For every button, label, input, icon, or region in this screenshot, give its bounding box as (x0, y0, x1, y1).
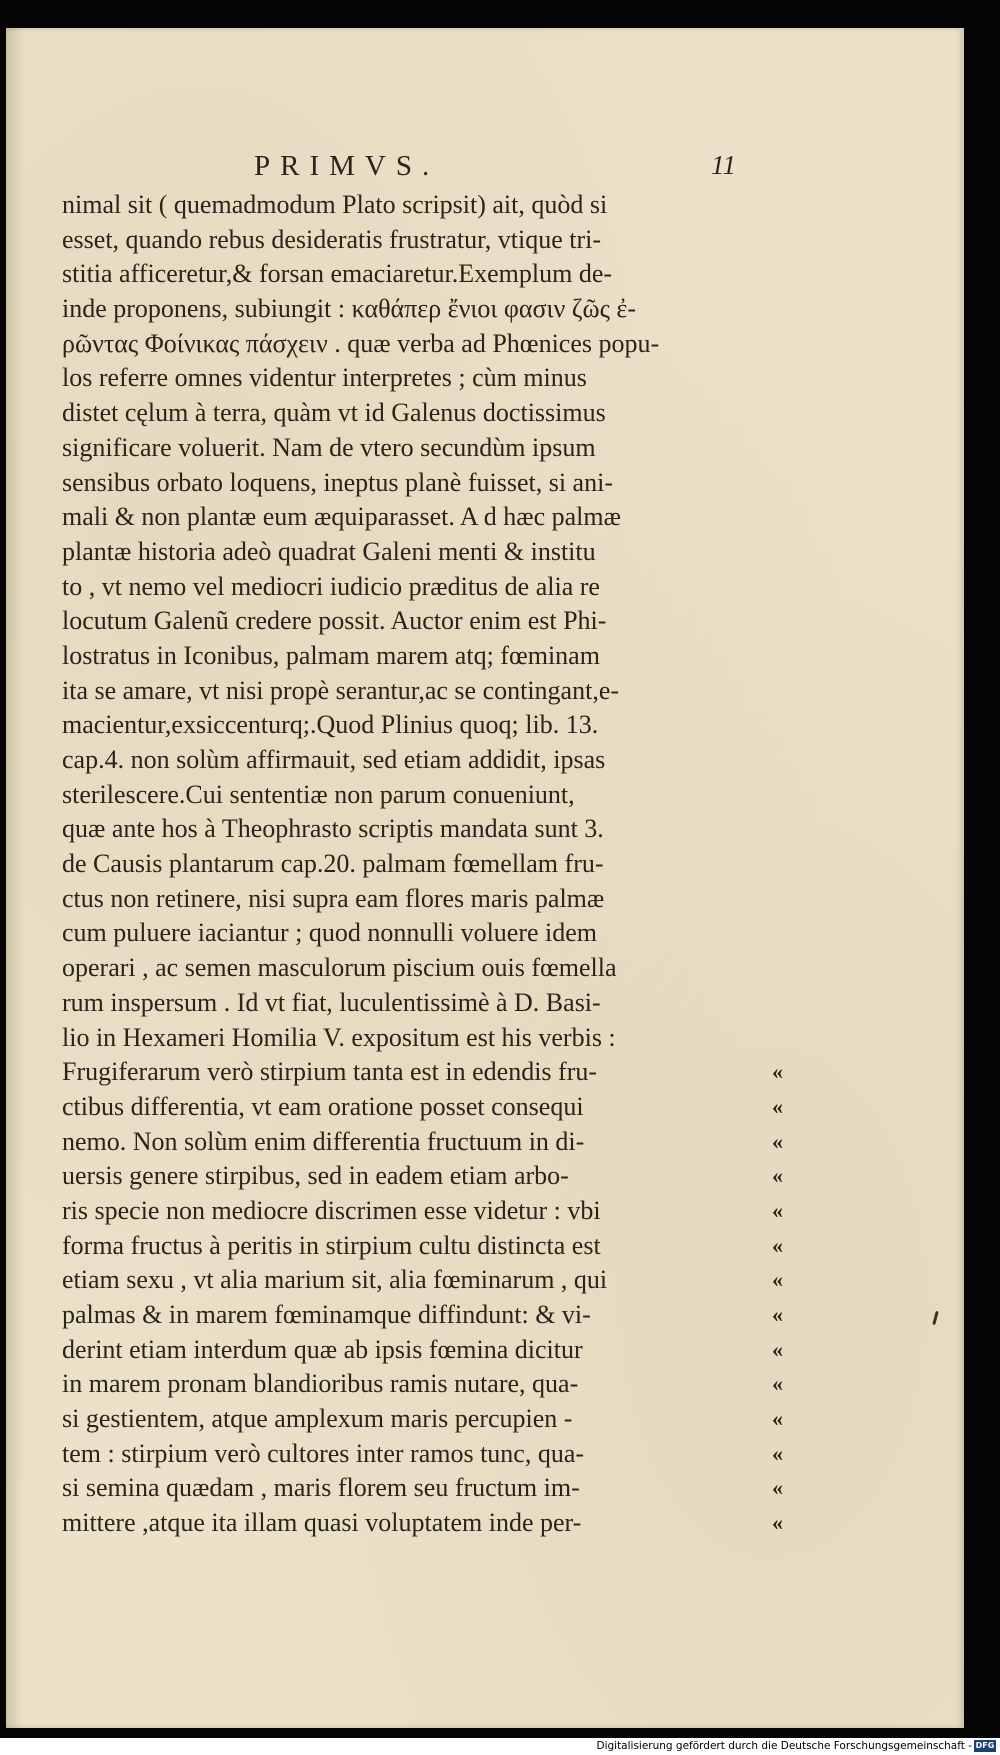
text-line (62, 361, 752, 396)
quotation-mark: « (772, 1093, 783, 1119)
text-line (62, 778, 752, 813)
text-line (62, 1125, 783, 1160)
line-text: uersis genere stirpibus, sed in eadem etiam arbo- (62, 1161, 569, 1191)
line-text: ita se amare, vt nisi propè serantur,ac se contingant,e- (62, 675, 620, 705)
text-block (62, 188, 783, 1541)
line-text: nemo. Non solùm enim differentia fructuum in di- (62, 1126, 585, 1156)
footer-credit: Digitalisierung gefördert durch die Deutsche Forschungsgemeinschaft - (596, 1740, 972, 1752)
text-line (62, 1090, 783, 1125)
quotation-mark: « (772, 1406, 783, 1432)
line-text: esset, quando rebus desideratis frustratur, vtique tri- (62, 224, 602, 254)
line-text: sterilescere.Cui sententiæ non parum conueniunt, (62, 779, 575, 809)
text-line (62, 188, 752, 223)
line-text: forma fructus à peritis in stirpium cultu distincta est (62, 1230, 601, 1260)
line-text: etiam sexu , vt alia marium sit, alia fœminarum , qui (62, 1265, 608, 1295)
text-line (62, 466, 752, 501)
line-text: de Causis plantarum cap.20. palmam fœmellam fru- (62, 849, 604, 879)
line-text: rum inspersum . Id vt fiat, luculentissimè à D. Basi- (62, 987, 601, 1017)
quotation-mark: « (772, 1475, 783, 1501)
text-line (62, 1367, 783, 1402)
quotation-mark: « (772, 1128, 783, 1154)
line-text: nimal sit ( quemadmodum Plato scripsit) ait, quòd si (62, 190, 608, 219)
text-line (62, 639, 752, 674)
running-title: PRIMVS. (254, 150, 440, 182)
ink-mark (932, 1311, 939, 1325)
text-line (62, 847, 752, 882)
line-text: mali & non plantæ eum æquiparasset. A d hæc palmæ (62, 502, 621, 532)
text-line (62, 327, 752, 362)
quotation-mark: « (772, 1336, 783, 1362)
quotation-mark: « (772, 1510, 783, 1536)
footer-bar (0, 1738, 1000, 1755)
quotation-mark: « (772, 1267, 783, 1293)
line-text: los referre omnes videntur interpretes ; cùm minus (62, 363, 587, 393)
line-text: si gestientem, atque amplexum maris percupien - (62, 1404, 573, 1434)
text-line (62, 1298, 783, 1333)
line-text: cap.4. non solùm affirmauit, sed etiam addidit, ipsas (62, 745, 606, 774)
quotation-mark: « (772, 1232, 783, 1258)
text-line (62, 431, 752, 466)
text-line (62, 951, 752, 986)
line-text: significare voluerit. Nam de vtero secundùm ipsum (62, 432, 596, 462)
text-line (62, 1437, 783, 1472)
line-text: cum puluere iaciantur ; quod nonnulli voluere idem (62, 918, 598, 948)
text-line (62, 1506, 783, 1541)
line-text: Frugiferarum verò stirpium tanta est in edendis fru- (62, 1057, 598, 1087)
text-line (62, 1194, 783, 1229)
text-line (62, 1229, 783, 1264)
text-line (62, 500, 752, 535)
text-line (62, 570, 752, 605)
quotation-mark: « (772, 1197, 783, 1223)
text-line (62, 916, 752, 951)
line-text: sensibus orbato loquens, ineptus planè fuisset, si ani- (62, 467, 613, 497)
text-line (62, 1471, 783, 1506)
text-line (62, 1402, 783, 1437)
line-text: quæ ante hos à Theophrasto scriptis mandata sunt 3. (62, 814, 604, 844)
line-text: lio in Hexameri Homilia V. expositum est his verbis : (62, 1022, 616, 1052)
dfg-logo: DFG (975, 1741, 995, 1750)
text-line (62, 1159, 783, 1194)
running-head (6, 150, 964, 190)
line-text: stitia afficeretur,& forsan emaciaretur.Exemplum de- (62, 259, 613, 289)
text-line (62, 674, 752, 709)
book-page (6, 28, 964, 1728)
line-text: distet cęlum à terra, quàm vt id Galenus doctissimus (62, 398, 606, 428)
text-line (62, 396, 752, 431)
text-line (62, 257, 752, 292)
line-text: mittere ,atque ita illam quasi voluptatem inde per- (62, 1508, 582, 1538)
text-line (62, 1263, 783, 1298)
text-line (62, 986, 752, 1021)
quotation-mark: « (772, 1440, 783, 1466)
text-line (62, 708, 752, 743)
text-line (62, 812, 752, 847)
line-text: ris specie non mediocre discrimen esse videtur : vbi (62, 1195, 601, 1225)
quotation-mark: « (772, 1163, 783, 1189)
line-text: macientur,exsiccenturq;.Quod Plinius quoq; lib. 13. (62, 710, 599, 740)
line-text: ctibus differentia, vt eam oratione posset consequi (62, 1091, 584, 1121)
line-text: lostratus in Iconibus, palmam marem atq; fœminam (62, 640, 600, 670)
text-line (62, 743, 752, 778)
line-text: inde proponens, subiungit : καθάπερ ἔνιοι φασιν ζῶς ἐ- (62, 294, 636, 324)
text-line (62, 604, 752, 639)
line-text: plantæ historia adeò quadrat Galeni menti & institu (62, 536, 596, 566)
text-line (62, 1055, 783, 1090)
line-text: si semina quædam , maris florem seu fructum im- (62, 1473, 580, 1503)
text-line (62, 1333, 783, 1368)
line-text: operari , ac semen masculorum piscium ouis fœmella (62, 953, 617, 983)
quotation-mark: « (772, 1302, 783, 1327)
quotation-mark: « (772, 1371, 783, 1397)
text-line (62, 1021, 752, 1056)
line-text: ρῶντας Φοίνικας πάσχειν . quæ verba ad Phœnices popu- (62, 328, 660, 358)
line-text: in marem pronam blandioribus ramis nutare, qua- (62, 1369, 579, 1399)
page-number: 11 (711, 150, 736, 180)
line-text: palmas & in marem fœminamque diffindunt: & vi- (62, 1300, 591, 1329)
line-text: derint etiam interdum quæ ab ipsis fœmina dicitur (62, 1334, 583, 1364)
line-text: ctus non retinere, nisi supra eam flores maris palmæ (62, 883, 605, 913)
line-text: to , vt nemo vel mediocri iudicio præditus de alia re (62, 571, 600, 601)
text-line (62, 882, 752, 917)
text-line (62, 223, 752, 258)
quotation-mark: « (772, 1059, 783, 1085)
text-line (62, 535, 752, 570)
line-text: locutum Galenũ credere possit. Auctor enim est Phi- (62, 606, 607, 636)
text-line (62, 292, 752, 327)
line-text: tem : stirpium verò cultores inter ramos tunc, qua- (62, 1438, 585, 1468)
